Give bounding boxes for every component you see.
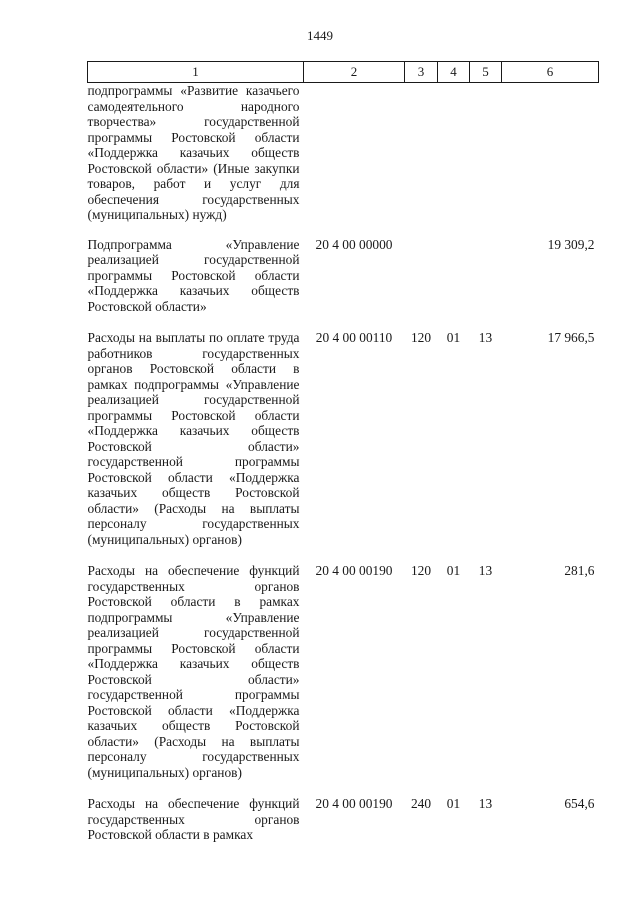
page-number: 1449 bbox=[307, 28, 333, 43]
row-amount: 654,6 bbox=[564, 796, 595, 811]
budget-table bbox=[87, 61, 599, 843]
column-header-2: 2 bbox=[304, 62, 405, 83]
row-subsection bbox=[470, 237, 502, 331]
table-row bbox=[88, 563, 599, 796]
row-section: 01 bbox=[446, 796, 461, 811]
row-description: Расходы на выплаты по оплате труда работников государственных органов Ростовской области в рамках подпрограммы «Управление реализацией государственной программы Ростовской области «Поддержка казачьих обществ Ростовской области» государственной программы Ростовской области «Поддержка казачьих обществ Ростовской области» (Расходы на выплаты персоналу государственных (муниципальных) органов) bbox=[87, 330, 300, 547]
column-header-4: 4 bbox=[438, 62, 470, 83]
table-row bbox=[88, 83, 599, 237]
row-amount: 281,6 bbox=[564, 563, 595, 578]
row-target-code: 20 4 00 00110 bbox=[315, 330, 393, 345]
row-section: 01 bbox=[446, 563, 461, 578]
row-expense-type: 120 bbox=[410, 563, 432, 578]
row-expense-type: 120 bbox=[410, 330, 432, 345]
row-expense-type bbox=[405, 237, 438, 331]
table-row bbox=[88, 237, 599, 331]
row-section bbox=[438, 237, 470, 331]
row-expense-type bbox=[405, 83, 438, 237]
row-description: Расходы на обеспечение функций государственных органов Ростовской области в рамках bbox=[87, 796, 300, 842]
row-section: 01 bbox=[446, 330, 461, 345]
row-target-code: 20 4 00 00190 bbox=[315, 796, 393, 811]
row-target-code: 20 4 00 00190 bbox=[315, 563, 393, 578]
row-amount: 19 309,2 bbox=[547, 236, 595, 252]
row-amount: 17 966,5 bbox=[547, 330, 595, 345]
row-subsection bbox=[470, 83, 502, 237]
table-row bbox=[88, 330, 599, 563]
table-header-row bbox=[88, 62, 599, 83]
row-section bbox=[438, 83, 470, 237]
row-description: Подпрограмма «Управление реализацией государственной программы Ростовской области «Поддержка казачьих обществ Ростовской области» bbox=[87, 236, 300, 314]
row-expense-type: 240 bbox=[410, 796, 432, 811]
row-subsection: 13 bbox=[478, 330, 493, 345]
column-header-1: 1 bbox=[88, 62, 304, 83]
row-target-code: 20 4 00 00000 bbox=[315, 236, 393, 252]
column-header-3: 3 bbox=[405, 62, 438, 83]
column-header-6: 6 bbox=[502, 62, 599, 83]
table-row bbox=[88, 796, 599, 843]
row-target-code bbox=[304, 83, 405, 237]
row-subsection: 13 bbox=[478, 563, 493, 578]
row-amount bbox=[502, 83, 599, 237]
row-description: подпрограммы «Развитие казачьего самодеятельного народного творчества» государственной программы Ростовской области «Поддержка казачьих обществ Ростовской области» (Иные закупки товаров, работ и услуг для обеспечения государственных (муниципальных) нужд) bbox=[87, 83, 300, 222]
row-description: Расходы на обеспечение функций государственных органов Ростовской области в рамках подпрограммы «Управление реализацией государственной программы Ростовской области «Поддержка казачьих обществ Ростовской области» государственной программы Ростовской области «Поддержка казачьих обществ Ростовской области» (Расходы на выплаты персоналу государственных (муниципальных) органов) bbox=[87, 563, 300, 780]
row-subsection: 13 bbox=[478, 796, 493, 811]
column-header-5: 5 bbox=[470, 62, 502, 83]
